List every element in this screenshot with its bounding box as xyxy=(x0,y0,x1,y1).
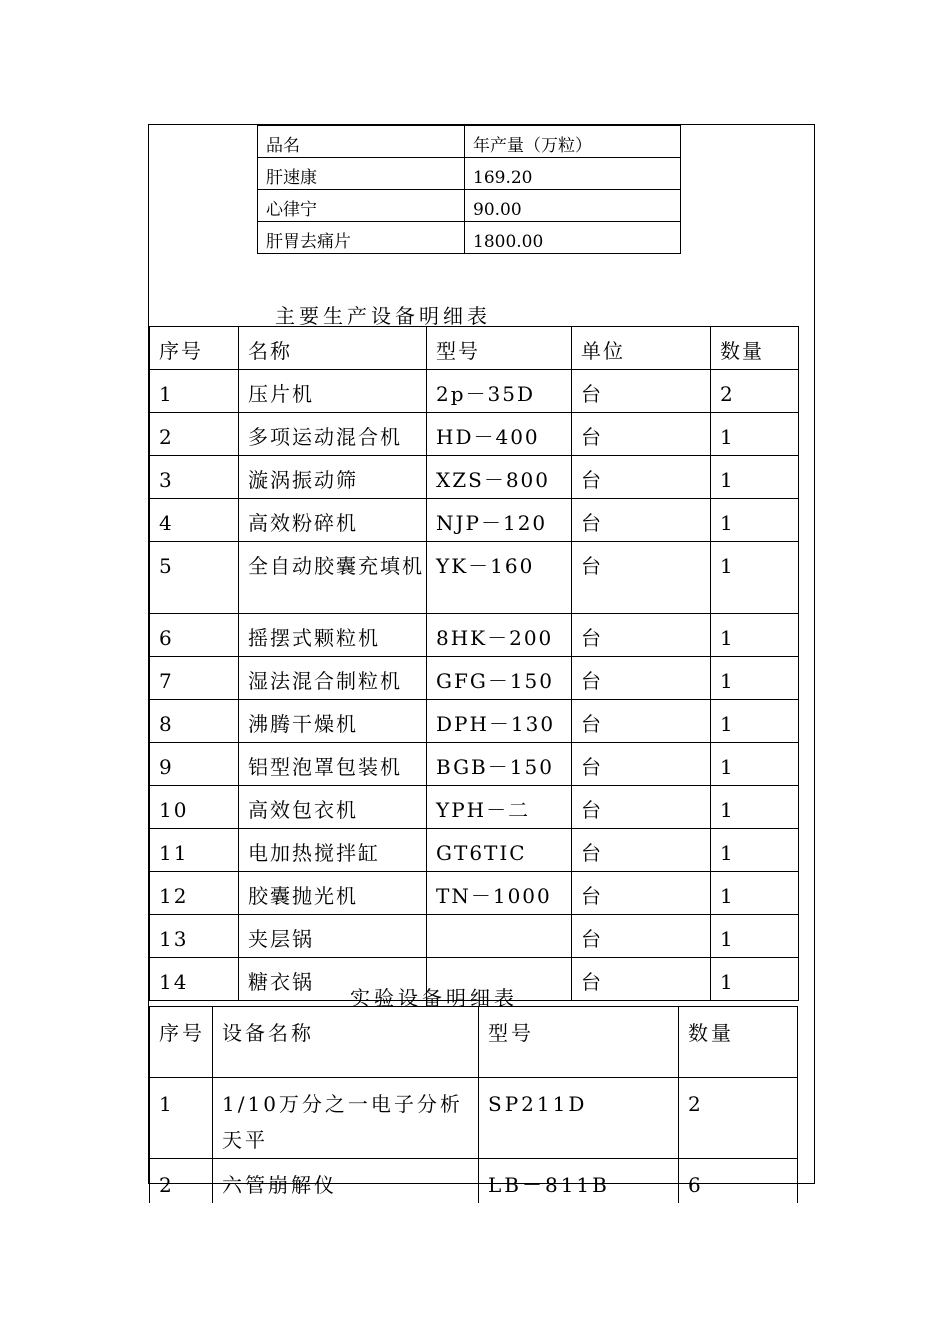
unit-cell: 台 xyxy=(572,370,711,413)
table-row xyxy=(150,413,799,456)
qty-cell: 1 xyxy=(711,614,799,657)
unit-cell: 台 xyxy=(572,700,711,743)
name-cell: 六管崩解仪 xyxy=(213,1159,479,1204)
seq-cell: 1 xyxy=(150,1078,213,1159)
seq-cell: 8 xyxy=(150,700,239,743)
unit-cell: 台 xyxy=(572,657,711,700)
header-cell: 单位 xyxy=(572,327,711,370)
unit-cell: 台 xyxy=(572,872,711,915)
seq-cell: 3 xyxy=(150,456,239,499)
qty-cell: 1 xyxy=(711,958,799,1001)
seq-cell: 1 xyxy=(150,370,239,413)
seq-cell: 13 xyxy=(150,915,239,958)
lab-equipment-table xyxy=(149,1006,798,1203)
unit-cell: 台 xyxy=(572,915,711,958)
qty-cell: 1 xyxy=(711,657,799,700)
header-cell: 序号 xyxy=(150,327,239,370)
qty-cell: 1 xyxy=(711,413,799,456)
header-cell: 数量 xyxy=(711,327,799,370)
model-cell: YK－160 xyxy=(427,542,572,614)
qty-cell: 1 xyxy=(711,700,799,743)
table-row xyxy=(150,456,799,499)
name-cell: 摇摆式颗粒机 xyxy=(239,614,427,657)
model-cell: 8HK－200 xyxy=(427,614,572,657)
header-cell: 型号 xyxy=(427,327,572,370)
table-row xyxy=(258,158,681,190)
unit-cell: 台 xyxy=(572,786,711,829)
unit-cell: 台 xyxy=(572,413,711,456)
product-output-table xyxy=(257,125,681,254)
qty-cell: 1 xyxy=(711,499,799,542)
name-cell: 1/10万分之一电子分析天平 xyxy=(213,1078,479,1159)
table-row xyxy=(150,743,799,786)
header-cell: 设备名称 xyxy=(213,1007,479,1078)
qty-cell: 6 xyxy=(679,1159,798,1204)
unit-cell: 台 xyxy=(572,456,711,499)
table-header-row xyxy=(258,126,681,158)
name-cell: 全自动胶囊充填机 xyxy=(239,542,427,614)
name-cell: 压片机 xyxy=(239,370,427,413)
model-cell: SP211D xyxy=(479,1078,679,1159)
model-cell: YPH－二 xyxy=(427,786,572,829)
seq-cell: 2 xyxy=(150,413,239,456)
seq-cell: 10 xyxy=(150,786,239,829)
model-cell: HD－400 xyxy=(427,413,572,456)
header-cell: 名称 xyxy=(239,327,427,370)
seq-cell: 6 xyxy=(150,614,239,657)
seq-cell: 2 xyxy=(150,1159,213,1204)
model-cell: LB－811B xyxy=(479,1159,679,1204)
name-cell: 高效粉碎机 xyxy=(239,499,427,542)
model-cell: 2p－35D xyxy=(427,370,572,413)
seq-cell: 7 xyxy=(150,657,239,700)
name-cell: 电加热搅拌缸 xyxy=(239,829,427,872)
qty-cell: 1 xyxy=(711,872,799,915)
header-cell: 型号 xyxy=(479,1007,679,1078)
seq-cell: 14 xyxy=(150,958,239,1001)
table-row xyxy=(258,190,681,222)
table-row xyxy=(150,1159,798,1204)
table-row xyxy=(150,499,799,542)
table-row xyxy=(150,657,799,700)
model-cell: DPH－130 xyxy=(427,700,572,743)
qty-cell: 1 xyxy=(711,456,799,499)
seq-cell: 5 xyxy=(150,542,239,614)
qty-cell: 1 xyxy=(711,542,799,614)
table-row xyxy=(150,1078,798,1159)
model-cell: GT6TIC xyxy=(427,829,572,872)
model-cell: GFG－150 xyxy=(427,657,572,700)
name-cell: 高效包衣机 xyxy=(239,786,427,829)
product-output-cell: 90.00 xyxy=(465,190,681,222)
name-cell: 多项运动混合机 xyxy=(239,413,427,456)
seq-cell: 4 xyxy=(150,499,239,542)
name-cell: 漩涡振动筛 xyxy=(239,456,427,499)
seq-cell: 9 xyxy=(150,743,239,786)
seq-cell: 12 xyxy=(150,872,239,915)
model-cell xyxy=(427,915,572,958)
name-cell: 沸腾干燥机 xyxy=(239,700,427,743)
qty-cell: 1 xyxy=(711,743,799,786)
unit-cell: 台 xyxy=(572,743,711,786)
product-output-cell: 169.20 xyxy=(465,158,681,190)
header-cell: 数量 xyxy=(679,1007,798,1078)
product-name-cell: 肝胃去痛片 xyxy=(258,222,465,254)
unit-cell: 台 xyxy=(572,542,711,614)
table-row xyxy=(150,872,799,915)
model-cell: NJP－120 xyxy=(427,499,572,542)
name-cell: 铝型泡罩包装机 xyxy=(239,743,427,786)
name-cell: 湿法混合制粒机 xyxy=(239,657,427,700)
product-name-cell: 肝速康 xyxy=(258,158,465,190)
model-cell: BGB－150 xyxy=(427,743,572,786)
table-row xyxy=(150,700,799,743)
unit-cell: 台 xyxy=(572,829,711,872)
lab-table-caption: 实验设备明细表 xyxy=(350,986,518,1010)
name-cell: 胶囊抛光机 xyxy=(239,872,427,915)
header-cell: 序号 xyxy=(150,1007,213,1078)
unit-cell: 台 xyxy=(572,614,711,657)
model-cell: TN－1000 xyxy=(427,872,572,915)
table-row xyxy=(150,614,799,657)
header-cell: 品名 xyxy=(258,126,465,158)
unit-cell: 台 xyxy=(572,958,711,1001)
qty-cell: 2 xyxy=(679,1078,798,1159)
qty-cell: 1 xyxy=(711,786,799,829)
table-header-row xyxy=(150,327,799,370)
table-row xyxy=(150,915,799,958)
table-row xyxy=(258,222,681,254)
equipment-table-caption: 主要生产设备明细表 xyxy=(275,304,491,328)
qty-cell: 1 xyxy=(711,829,799,872)
qty-cell: 2 xyxy=(711,370,799,413)
qty-cell: 1 xyxy=(711,915,799,958)
product-name-cell: 心律宁 xyxy=(258,190,465,222)
unit-cell: 台 xyxy=(572,499,711,542)
table-header-row xyxy=(150,1007,798,1078)
name-cell: 夹层锅 xyxy=(239,915,427,958)
production-equipment-table xyxy=(149,326,799,1001)
table-row xyxy=(150,370,799,413)
name-cell: 糖衣锅 xyxy=(239,958,427,1001)
table-row xyxy=(150,542,799,614)
table-row xyxy=(150,786,799,829)
table-row xyxy=(150,829,799,872)
header-cell: 年产量（万粒） xyxy=(465,126,681,158)
seq-cell: 11 xyxy=(150,829,239,872)
model-cell: XZS－800 xyxy=(427,456,572,499)
product-output-cell: 1800.00 xyxy=(465,222,681,254)
